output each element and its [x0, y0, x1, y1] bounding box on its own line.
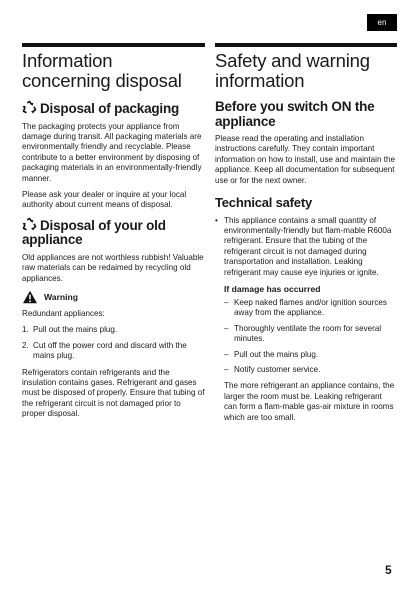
disposal-title: Information concerning disposal [22, 50, 182, 91]
list-item: – Keep naked flames and/or ignition sources away from the appliance. [224, 297, 387, 318]
safety-title: Safety and warning information [215, 50, 370, 91]
language-tab: en [367, 14, 397, 31]
page-number: 5 [385, 563, 392, 577]
list-item: – Pull out the mains plug. [224, 349, 319, 359]
damage-heading: If damage has occurred [224, 283, 321, 294]
warning-label: Warning [44, 291, 79, 302]
warning-row [22, 290, 205, 304]
packaging-heading-text: Disposal of packaging [40, 101, 180, 116]
list-item: – Thoroughly ventilate the room for several minutes. [224, 323, 382, 344]
disposal-steps [22, 325, 205, 361]
recycle-icon [22, 217, 37, 232]
packaging-heading [22, 100, 205, 117]
warning-icon [22, 290, 38, 304]
packaging-paragraph-2: Please ask your dealer or inquire at your local authority about current means of disposal. [22, 189, 187, 210]
right-column [215, 51, 397, 429]
right-header-rule [215, 43, 397, 47]
old-appliance-heading [22, 217, 205, 248]
list-item: 2. Cut off the power cord and discard with the mains plug. [22, 340, 187, 361]
technical-safety-bullets [215, 216, 397, 278]
recycle-icon [22, 100, 37, 115]
before-switch-on-paragraph: Please read the operating and installation instructions carefully. They contain important information on how to install, use and maintain the appliance. Keep all documentation for subsequent use or for the next owner. [215, 134, 395, 185]
packaging-paragraph-1: The packaging protects your appliance from damage during transit. All packaging materials are environmentally friendly and recyclable. Please contribute to a better environment by disposing of packaging materials in an environmentally-friendly manner. [22, 121, 202, 183]
list-item: – Notify customer service. [224, 365, 321, 374]
old-appliance-paragraph-1: Old appliances are not worthless rubbish! Valuable raw materials can be redaimed by recycling old appliances. [22, 252, 204, 283]
left-header-rule [22, 43, 205, 47]
before-switch-on-heading: Before you switch ON the appliance [215, 99, 375, 129]
damage-section [215, 284, 397, 423]
list-item: 1. Pull out the mains plug. [22, 325, 118, 335]
list-item: • This appliance contains a small quantity of environmentally-friendly but flam-mable R600a refrigerant. Ensure that the tubing of the refrigerant circuit is not damaged during transportation and installation. Leaking refrigerant may cause eye injuries or ignite. [215, 215, 392, 277]
old-appliance-heading-text: Disposal of your old appliance [22, 217, 166, 248]
damage-steps [224, 298, 397, 375]
refrigerant-room-paragraph: The more refrigerant an appliance contains, the larger the room must be. Leaking refrigerant can form a flam-mable gas-air mixture in rooms which are too small. [224, 381, 395, 422]
technical-safety-heading: Technical safety [215, 195, 312, 211]
left-column [22, 51, 205, 426]
old-appliance-paragraph-2: Refrigerators contain refrigerants and the insulation contains gases. Refrigerant and gases must be disposed of properly. Ensure that tubing of the refrigerant circuit is not damaged prior to proper disposal. [22, 367, 205, 419]
redundant-appliances-label: Redundant appliances: [22, 308, 105, 318]
